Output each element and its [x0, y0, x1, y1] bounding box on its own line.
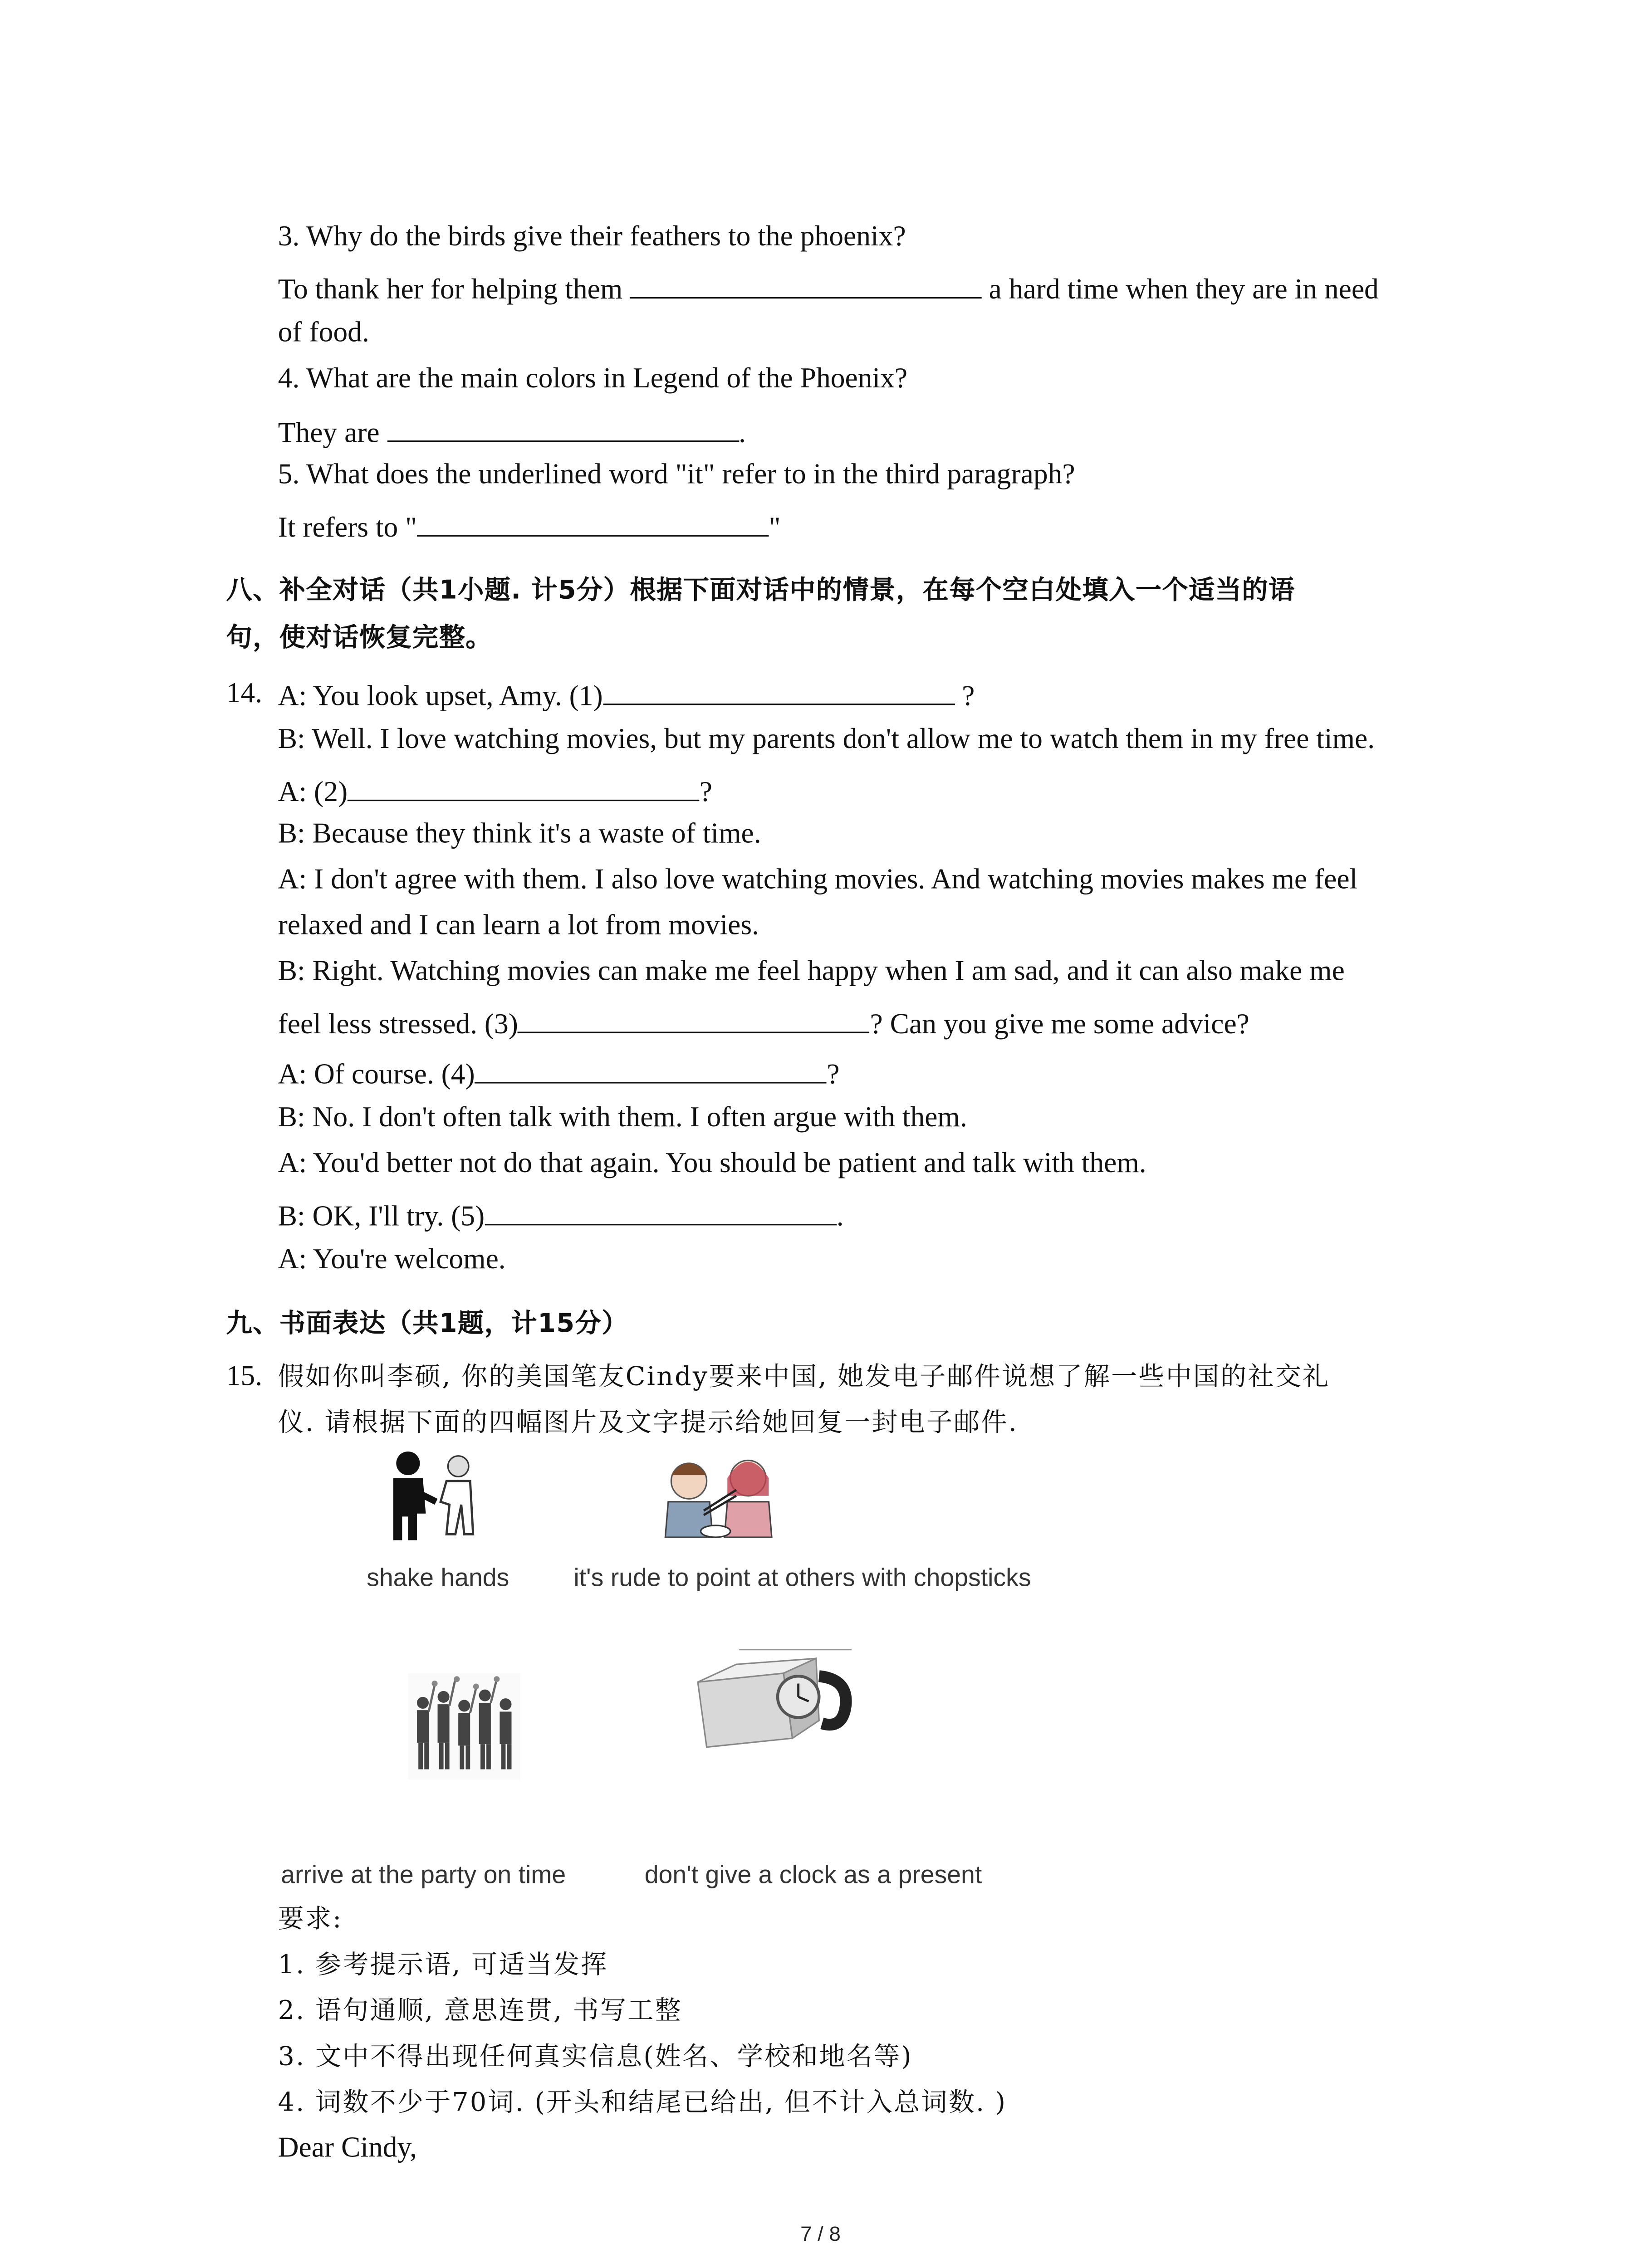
writing-prompt-line-1: 假如你叫李硕, 你的美国笔友Cindy要来中国, 她发电子邮件说想了解一些中国的社交礼 [278, 1363, 1330, 1393]
question-number-14: 14. [226, 678, 262, 710]
dialogue-line-11: A: You'd better not do that again. You should be patient and talk with them. [278, 1148, 1146, 1180]
section-9-heading: 九、书面表达（共1题，计15分） [226, 1310, 629, 1339]
requirements-title: 要求: [278, 1905, 343, 1935]
answer-blank[interactable] [387, 414, 739, 442]
clock-gift-image [695, 1647, 855, 1750]
dialogue-line-7: B: Right. Watching movies can make me feel happy when I am sad, and it can also make me [278, 956, 1345, 987]
question-3: 3. Why do the birds give their feathers to the phoenix? [278, 221, 906, 253]
writing-prompt-line-2: 仪. 请根据下面的四幅图片及文字提示给她回复一封电子邮件. [278, 1408, 1019, 1438]
section-8-heading-cont: 句，使对话恢复完整。 [226, 624, 493, 654]
dialogue-line-13: A: You're welcome. [278, 1244, 506, 1276]
page-number: 7 / 8 [800, 2221, 841, 2245]
dialogue-line-4: B: Because they think it's a waste of time. [278, 819, 761, 850]
question-number-15: 15. [226, 1361, 262, 1393]
requirement-3: 3. 文中不得出现任何真实信息(姓名、学校和地名等) [278, 2043, 913, 2072]
dialogue-blank-5[interactable] [485, 1197, 837, 1225]
dialogue-line-2: B: Well. I love watching movies, but my parents don't allow me to watch them in my free time. [278, 724, 1375, 756]
dialogue-line-10: B: No. I don't often talk with them. I often argue with them. [278, 1102, 967, 1134]
dialogue-line-9: A: Of course. (4) ? [278, 1056, 840, 1094]
section-8-heading: 八、补全对话（共1小题. 计5分）根据下面对话中的情景，在每个空白处填入一个适当的语 [226, 576, 1295, 606]
answer-3-continued: of food. [278, 318, 369, 349]
dialogue-line-1: A: You look upset, Amy. (1) ? [278, 677, 975, 715]
chopsticks-image [656, 1446, 778, 1546]
answer-4-line: They are . [278, 414, 746, 452]
answer-blank[interactable] [630, 270, 982, 298]
dialogue-blank-3[interactable] [518, 1005, 870, 1033]
caption-clock: don't give a clock as a present [644, 1861, 982, 1889]
caption-party: arrive at the party on time [281, 1861, 566, 1889]
answer-3-line: To thank her for helping them a hard time when they are in need [278, 270, 1379, 309]
shake-hands-image [382, 1446, 485, 1546]
answer-5-line: It refers to " " [278, 508, 781, 547]
dialogue-blank-2[interactable] [348, 773, 700, 801]
dialogue-blank-1[interactable] [603, 677, 955, 705]
question-5: 5. What does the underlined word "it" refer to in the third paragraph? [278, 459, 1075, 491]
requirement-4: 4. 词数不少于70词. (开头和结尾已给出, 但不计入总词数. ) [278, 2088, 1007, 2118]
requirement-2: 2. 语句通顺, 意思连贯, 书写工整 [278, 1997, 682, 2027]
question-4: 4. What are the main colors in Legend of the Phoenix? [278, 363, 908, 395]
caption-shake-hands: shake hands [367, 1564, 509, 1592]
dialogue-line-6: relaxed and I can learn a lot from movies. [278, 910, 759, 942]
dialogue-blank-4[interactable] [475, 1056, 827, 1084]
answer-blank[interactable] [417, 508, 769, 537]
requirement-1: 1. 参考提示语, 可适当发挥 [278, 1951, 608, 1981]
dialogue-line-12: B: OK, I'll try. (5) . [278, 1197, 844, 1236]
salutation: Dear Cindy, [278, 2133, 417, 2164]
dialogue-line-3: A: (2) ? [278, 773, 712, 811]
dialogue-line-8: feel less stressed. (3) ? Can you give me some advice? [278, 1005, 1249, 1044]
party-image [408, 1673, 520, 1780]
dialogue-line-5: A: I don't agree with them. I also love watching movies. And watching movies makes me feel [278, 865, 1358, 896]
caption-chopsticks: it's rude to point at others with chopsticks [573, 1564, 1031, 1592]
